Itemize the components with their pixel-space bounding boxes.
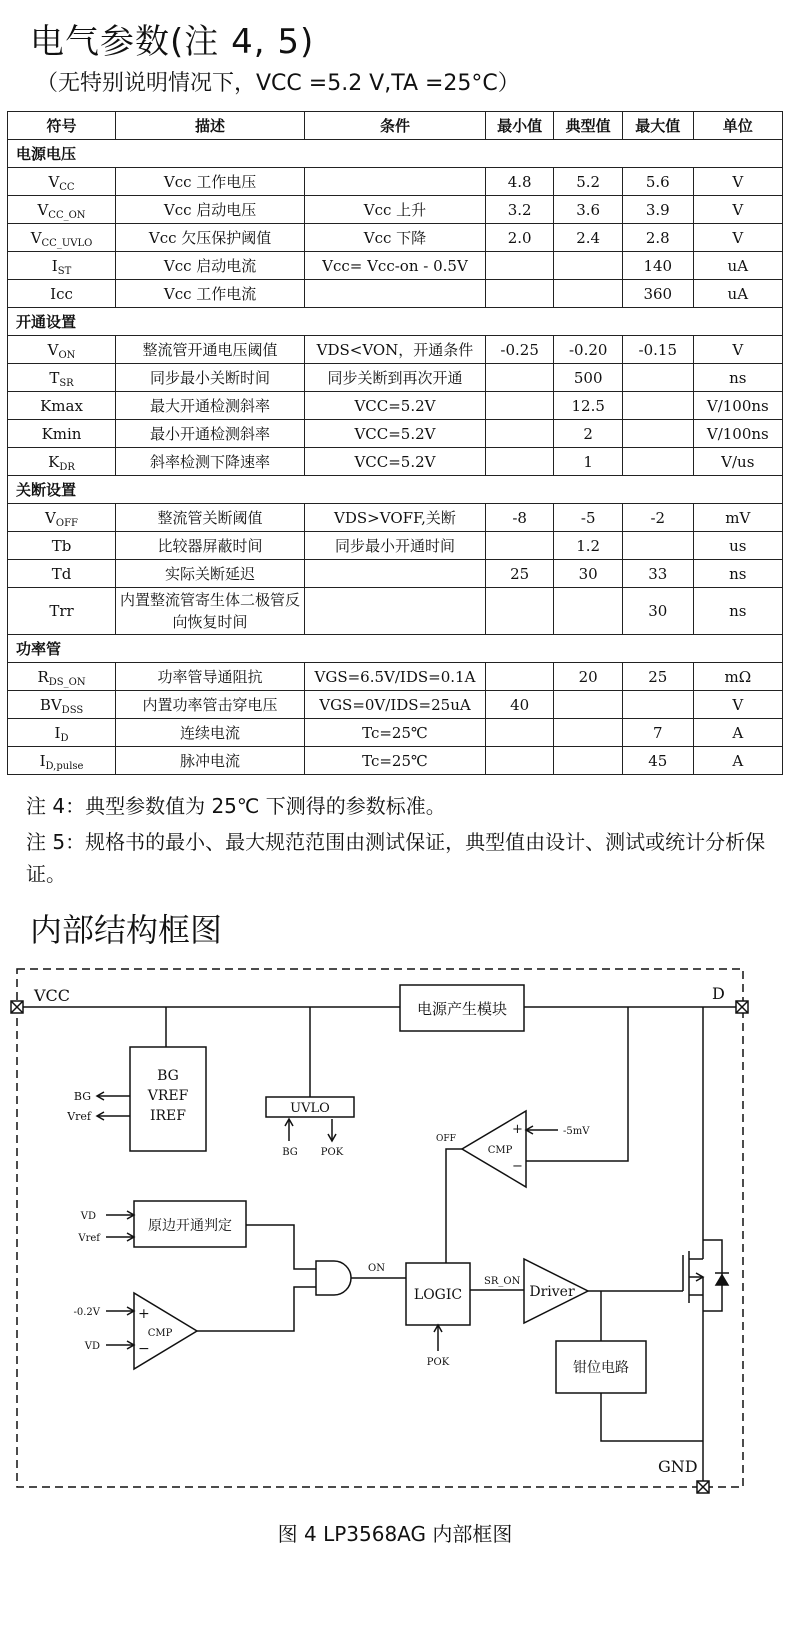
typ-cell: 2.4 bbox=[554, 224, 623, 252]
column-header: 最小值 bbox=[485, 112, 554, 140]
bg-line-3: IREF bbox=[149, 1108, 187, 1124]
max-cell: 3.9 bbox=[622, 196, 693, 224]
cond-cell: VCC=5.2V bbox=[305, 392, 486, 420]
symbol-main: Kmax bbox=[40, 396, 83, 415]
symbol-main: V bbox=[37, 200, 49, 219]
desc-cell: Vcc 工作电流 bbox=[116, 280, 305, 308]
unit-cell: V bbox=[693, 224, 782, 252]
max-cell: 30 bbox=[622, 588, 693, 635]
d-label: D bbox=[712, 984, 725, 1003]
symbol-cell bbox=[8, 504, 116, 532]
min-cell bbox=[485, 663, 554, 691]
table-row bbox=[8, 504, 783, 532]
desc-cell: 内置功率管击穿电压 bbox=[116, 691, 305, 719]
typ-cell: 3.6 bbox=[554, 196, 623, 224]
cond-cell bbox=[305, 168, 486, 196]
table-row bbox=[8, 168, 783, 196]
column-header: 符号 bbox=[8, 112, 116, 140]
desc-cell: 整流管开通电压阈值 bbox=[116, 336, 305, 364]
min-cell: 4.8 bbox=[485, 168, 554, 196]
typ-cell: 1.2 bbox=[554, 532, 623, 560]
desc-cell: 连续电流 bbox=[116, 719, 305, 747]
symbol-cell bbox=[8, 252, 116, 280]
typ-cell: -5 bbox=[554, 504, 623, 532]
logic-label: LOGIC bbox=[413, 1287, 463, 1303]
cond-cell: Vcc 下降 bbox=[305, 224, 486, 252]
desc-cell: 最大开通检测斜率 bbox=[116, 392, 305, 420]
symbol-main: V bbox=[30, 228, 42, 247]
clamp-label: 钳位电路 bbox=[573, 1360, 629, 1376]
max-cell: 2.8 bbox=[622, 224, 693, 252]
symbol-cell bbox=[8, 364, 116, 392]
column-header: 最大值 bbox=[622, 112, 693, 140]
section-title: 关断设置 bbox=[8, 476, 783, 504]
table-row bbox=[8, 364, 783, 392]
symbol-cell bbox=[8, 560, 116, 588]
symbol-main: I bbox=[39, 751, 46, 770]
symbol-cell bbox=[8, 420, 116, 448]
desc-cell: 斜率检测下降速率 bbox=[116, 448, 305, 476]
vcc-pin-icon bbox=[11, 1001, 23, 1013]
symbol-main: I bbox=[51, 256, 58, 275]
figure-caption: 图 4 LP3568AG 内部框图 bbox=[277, 1522, 513, 1546]
cond-cell: Tc=25℃ bbox=[305, 719, 486, 747]
column-header: 条件 bbox=[305, 112, 486, 140]
column-header: 单位 bbox=[693, 112, 782, 140]
diagram-boundary bbox=[17, 969, 743, 1487]
cond-cell bbox=[305, 588, 486, 635]
symbol-subscript: CC_ON bbox=[48, 209, 86, 221]
vref-output-label: Vref bbox=[67, 1110, 91, 1123]
section-title: 功率管 bbox=[8, 635, 783, 663]
desc-cell: Vcc 启动电流 bbox=[116, 252, 305, 280]
typ-cell bbox=[554, 719, 623, 747]
max-cell: 45 bbox=[622, 747, 693, 775]
symbol-cell bbox=[8, 280, 116, 308]
unit-cell: A bbox=[693, 747, 782, 775]
table-row bbox=[8, 588, 783, 635]
section-row bbox=[8, 635, 783, 663]
max-cell bbox=[622, 691, 693, 719]
min-cell bbox=[485, 364, 554, 392]
table-header-row bbox=[8, 112, 783, 140]
section-row bbox=[8, 476, 783, 504]
table-row bbox=[8, 747, 783, 775]
off-signal-label: OFF bbox=[436, 1134, 456, 1144]
unit-cell: V bbox=[693, 196, 782, 224]
desc-cell: 最小开通检测斜率 bbox=[116, 420, 305, 448]
min-cell bbox=[485, 392, 554, 420]
on-signal-label: ON bbox=[368, 1263, 385, 1274]
min-cell bbox=[485, 420, 554, 448]
symbol-main: I bbox=[54, 723, 61, 742]
max-cell bbox=[622, 448, 693, 476]
symbol-cell bbox=[8, 719, 116, 747]
column-header: 描述 bbox=[116, 112, 305, 140]
cond-cell: 同步最小开通时间 bbox=[305, 532, 486, 560]
symbol-subscript: SR bbox=[59, 377, 74, 389]
table-row bbox=[8, 252, 783, 280]
vcc-label: VCC bbox=[34, 986, 71, 1005]
unit-cell: mΩ bbox=[693, 663, 782, 691]
max-cell: 140 bbox=[622, 252, 693, 280]
symbol-subscript: ON bbox=[58, 349, 76, 361]
symbol-cell bbox=[8, 168, 116, 196]
unit-cell: uA bbox=[693, 252, 782, 280]
symbol-cell bbox=[8, 691, 116, 719]
symbol-subscript: ST bbox=[57, 265, 72, 277]
page-subtitle: （无特别说明情况下，VCC =5.2 V,TA =25°C） bbox=[36, 71, 520, 96]
desc-cell: 脉冲电流 bbox=[116, 747, 305, 775]
on-cmp-vd-label: VD bbox=[84, 1341, 100, 1352]
table-row bbox=[8, 280, 783, 308]
symbol-main: V bbox=[48, 172, 60, 191]
section-row bbox=[8, 140, 783, 168]
desc-cell: 实际关断延迟 bbox=[116, 560, 305, 588]
min-cell bbox=[485, 448, 554, 476]
symbol-main: Kmin bbox=[41, 424, 82, 443]
symbol-cell bbox=[8, 336, 116, 364]
max-cell: 360 bbox=[622, 280, 693, 308]
symbol-cell bbox=[8, 588, 116, 635]
table-row bbox=[8, 336, 783, 364]
symbol-main: Icc bbox=[50, 284, 73, 303]
symbol-subscript: CC bbox=[59, 181, 75, 193]
svg-text:−: − bbox=[138, 1341, 150, 1357]
unit-cell: V/100ns bbox=[693, 392, 782, 420]
symbol-subscript: DS_ON bbox=[48, 676, 86, 688]
power-block-label: 电源产生模块 bbox=[416, 1000, 508, 1018]
min-cell: 3.2 bbox=[485, 196, 554, 224]
table-row bbox=[8, 719, 783, 747]
min-cell: 2.0 bbox=[485, 224, 554, 252]
desc-cell: Vcc 工作电压 bbox=[116, 168, 305, 196]
unit-cell: V bbox=[693, 336, 782, 364]
typ-cell: 5.2 bbox=[554, 168, 623, 196]
symbol-cell bbox=[8, 747, 116, 775]
symbol-subscript: DSS bbox=[61, 704, 84, 716]
primary-vref-label: Vref bbox=[78, 1233, 100, 1244]
cond-cell: Tc=25℃ bbox=[305, 747, 486, 775]
typ-cell: 500 bbox=[554, 364, 623, 392]
svg-text:−: − bbox=[512, 1159, 523, 1174]
and-gate-icon bbox=[316, 1261, 351, 1295]
max-cell bbox=[622, 392, 693, 420]
table-row bbox=[8, 224, 783, 252]
min-cell bbox=[485, 280, 554, 308]
off-cmp-label: CMP bbox=[487, 1145, 513, 1156]
section-row bbox=[8, 308, 783, 336]
bg-line-2: VREF bbox=[147, 1088, 189, 1104]
symbol-main: V bbox=[47, 340, 59, 359]
gnd-label: GND bbox=[658, 1457, 698, 1476]
typ-cell: 1 bbox=[554, 448, 623, 476]
sr-on-label: SR_ON bbox=[484, 1276, 521, 1287]
typ-cell bbox=[554, 280, 623, 308]
table-row bbox=[8, 532, 783, 560]
typ-cell: 12.5 bbox=[554, 392, 623, 420]
typ-cell: 20 bbox=[554, 663, 623, 691]
driver-label: Driver bbox=[529, 1284, 575, 1300]
table-row bbox=[8, 196, 783, 224]
unit-cell: mV bbox=[693, 504, 782, 532]
symbol-main: T bbox=[49, 368, 60, 387]
desc-cell: 整流管关断阈值 bbox=[116, 504, 305, 532]
min-cell bbox=[485, 747, 554, 775]
max-cell bbox=[622, 420, 693, 448]
table-row bbox=[8, 560, 783, 588]
symbol-main: R bbox=[37, 667, 49, 686]
section-title: 电源电压 bbox=[8, 140, 783, 168]
block-diagram bbox=[0, 955, 790, 1515]
cond-cell: VDS>VOFF,关断 bbox=[305, 504, 486, 532]
unit-cell: V bbox=[693, 168, 782, 196]
section-title: 开通设置 bbox=[8, 308, 783, 336]
unit-cell: us bbox=[693, 532, 782, 560]
uvlo-label: UVLO bbox=[290, 1101, 330, 1116]
max-cell: -2 bbox=[622, 504, 693, 532]
symbol-cell bbox=[8, 392, 116, 420]
bg-line-1: BG bbox=[157, 1068, 179, 1084]
unit-cell: V bbox=[693, 691, 782, 719]
symbol-cell bbox=[8, 663, 116, 691]
max-cell: 25 bbox=[622, 663, 693, 691]
table-row bbox=[8, 691, 783, 719]
unit-cell: uA bbox=[693, 280, 782, 308]
min-cell bbox=[485, 532, 554, 560]
max-cell: 33 bbox=[622, 560, 693, 588]
off-cmp-ref-label: -5mV bbox=[563, 1126, 590, 1137]
symbol-main: V bbox=[45, 508, 56, 527]
symbol-subscript: OFF bbox=[55, 517, 78, 529]
power-mosfet-icon bbox=[683, 1007, 729, 1487]
bg-output-label: BG bbox=[73, 1090, 91, 1103]
desc-cell: Vcc 欠压保护阈值 bbox=[116, 224, 305, 252]
typ-cell bbox=[554, 588, 623, 635]
symbol-subscript: D bbox=[60, 732, 69, 744]
cond-cell: Vcc= Vcc-on - 0.5V bbox=[305, 252, 486, 280]
cond-cell: VDS<VON，开通条件 bbox=[305, 336, 486, 364]
cond-cell: VGS=0V/IDS=25uA bbox=[305, 691, 486, 719]
logic-pok-label: POK bbox=[426, 1357, 450, 1368]
unit-cell: V/us bbox=[693, 448, 782, 476]
typ-cell: 30 bbox=[554, 560, 623, 588]
primary-block-label: 原边开通判定 bbox=[148, 1218, 232, 1234]
min-cell bbox=[485, 252, 554, 280]
symbol-main: Trr bbox=[49, 602, 74, 620]
uvlo-input-label: BG bbox=[282, 1147, 298, 1158]
min-cell bbox=[485, 719, 554, 747]
desc-cell: 同步最小关断时间 bbox=[116, 364, 305, 392]
symbol-subscript: DR bbox=[59, 461, 75, 473]
unit-cell: A bbox=[693, 719, 782, 747]
max-cell: 7 bbox=[622, 719, 693, 747]
desc-cell: 功率管导通阻抗 bbox=[116, 663, 305, 691]
symbol-main: Tb bbox=[51, 536, 72, 555]
page-title: 电气参数(注 4, 5) bbox=[30, 22, 315, 62]
max-cell: -0.15 bbox=[622, 336, 693, 364]
symbol-subscript: CC_UVLO bbox=[41, 237, 93, 249]
table-row bbox=[8, 392, 783, 420]
cond-cell bbox=[305, 280, 486, 308]
note-5: 注 5：规格书的最小、最大规范范围由测试保证，典型值由设计、测试或统计分析保证。 bbox=[26, 830, 766, 886]
min-cell: -0.25 bbox=[485, 336, 554, 364]
desc-cell: 比较器屏蔽时间 bbox=[116, 532, 305, 560]
symbol-cell bbox=[8, 196, 116, 224]
table-row bbox=[8, 448, 783, 476]
on-cmp-ref-label: -0.2V bbox=[73, 1307, 100, 1318]
min-cell bbox=[485, 588, 554, 635]
symbol-main: K bbox=[48, 452, 60, 471]
cond-cell: VCC=5.2V bbox=[305, 420, 486, 448]
desc-cell: Vcc 启动电压 bbox=[116, 196, 305, 224]
note-4: 注 4：典型参数值为 25℃ 下测得的参数标准。 bbox=[26, 794, 446, 818]
symbol-cell bbox=[8, 532, 116, 560]
table-row bbox=[8, 420, 783, 448]
min-cell: 25 bbox=[485, 560, 554, 588]
svg-text:+: + bbox=[138, 1306, 150, 1322]
svg-text:+: + bbox=[512, 1122, 523, 1137]
typ-cell: 2 bbox=[554, 420, 623, 448]
unit-cell: ns bbox=[693, 588, 782, 635]
unit-cell: ns bbox=[693, 560, 782, 588]
max-cell: 5.6 bbox=[622, 168, 693, 196]
symbol-main: Td bbox=[51, 564, 72, 583]
min-cell: -8 bbox=[485, 504, 554, 532]
uvlo-output-label: POK bbox=[320, 1147, 344, 1158]
on-cmp-label: CMP bbox=[147, 1328, 173, 1339]
gnd-pin-icon bbox=[697, 1481, 709, 1493]
cond-cell bbox=[305, 560, 486, 588]
cond-cell: VCC=5.2V bbox=[305, 448, 486, 476]
electrical-parameters-table bbox=[7, 111, 783, 775]
symbol-subscript: D,pulse bbox=[45, 760, 84, 772]
unit-cell: ns bbox=[693, 364, 782, 392]
primary-vd-label: VD bbox=[80, 1211, 96, 1222]
unit-cell: V/100ns bbox=[693, 420, 782, 448]
symbol-cell bbox=[8, 224, 116, 252]
cond-cell: VGS=6.5V/IDS=0.1A bbox=[305, 663, 486, 691]
symbol-cell bbox=[8, 448, 116, 476]
max-cell bbox=[622, 532, 693, 560]
desc-cell: 内置整流管寄生体二极管反向恢复时间 bbox=[116, 588, 305, 635]
typ-cell bbox=[554, 252, 623, 280]
typ-cell bbox=[554, 747, 623, 775]
cond-cell: 同步关断到再次开通 bbox=[305, 364, 486, 392]
cond-cell: Vcc 上升 bbox=[305, 196, 486, 224]
column-header: 典型值 bbox=[554, 112, 623, 140]
section-title-block-diagram: 内部结构框图 bbox=[30, 911, 223, 949]
typ-cell bbox=[554, 691, 623, 719]
max-cell bbox=[622, 364, 693, 392]
d-pin-icon bbox=[736, 1001, 748, 1013]
min-cell: 40 bbox=[485, 691, 554, 719]
typ-cell: -0.20 bbox=[554, 336, 623, 364]
symbol-main: BV bbox=[39, 695, 62, 714]
table-row bbox=[8, 663, 783, 691]
